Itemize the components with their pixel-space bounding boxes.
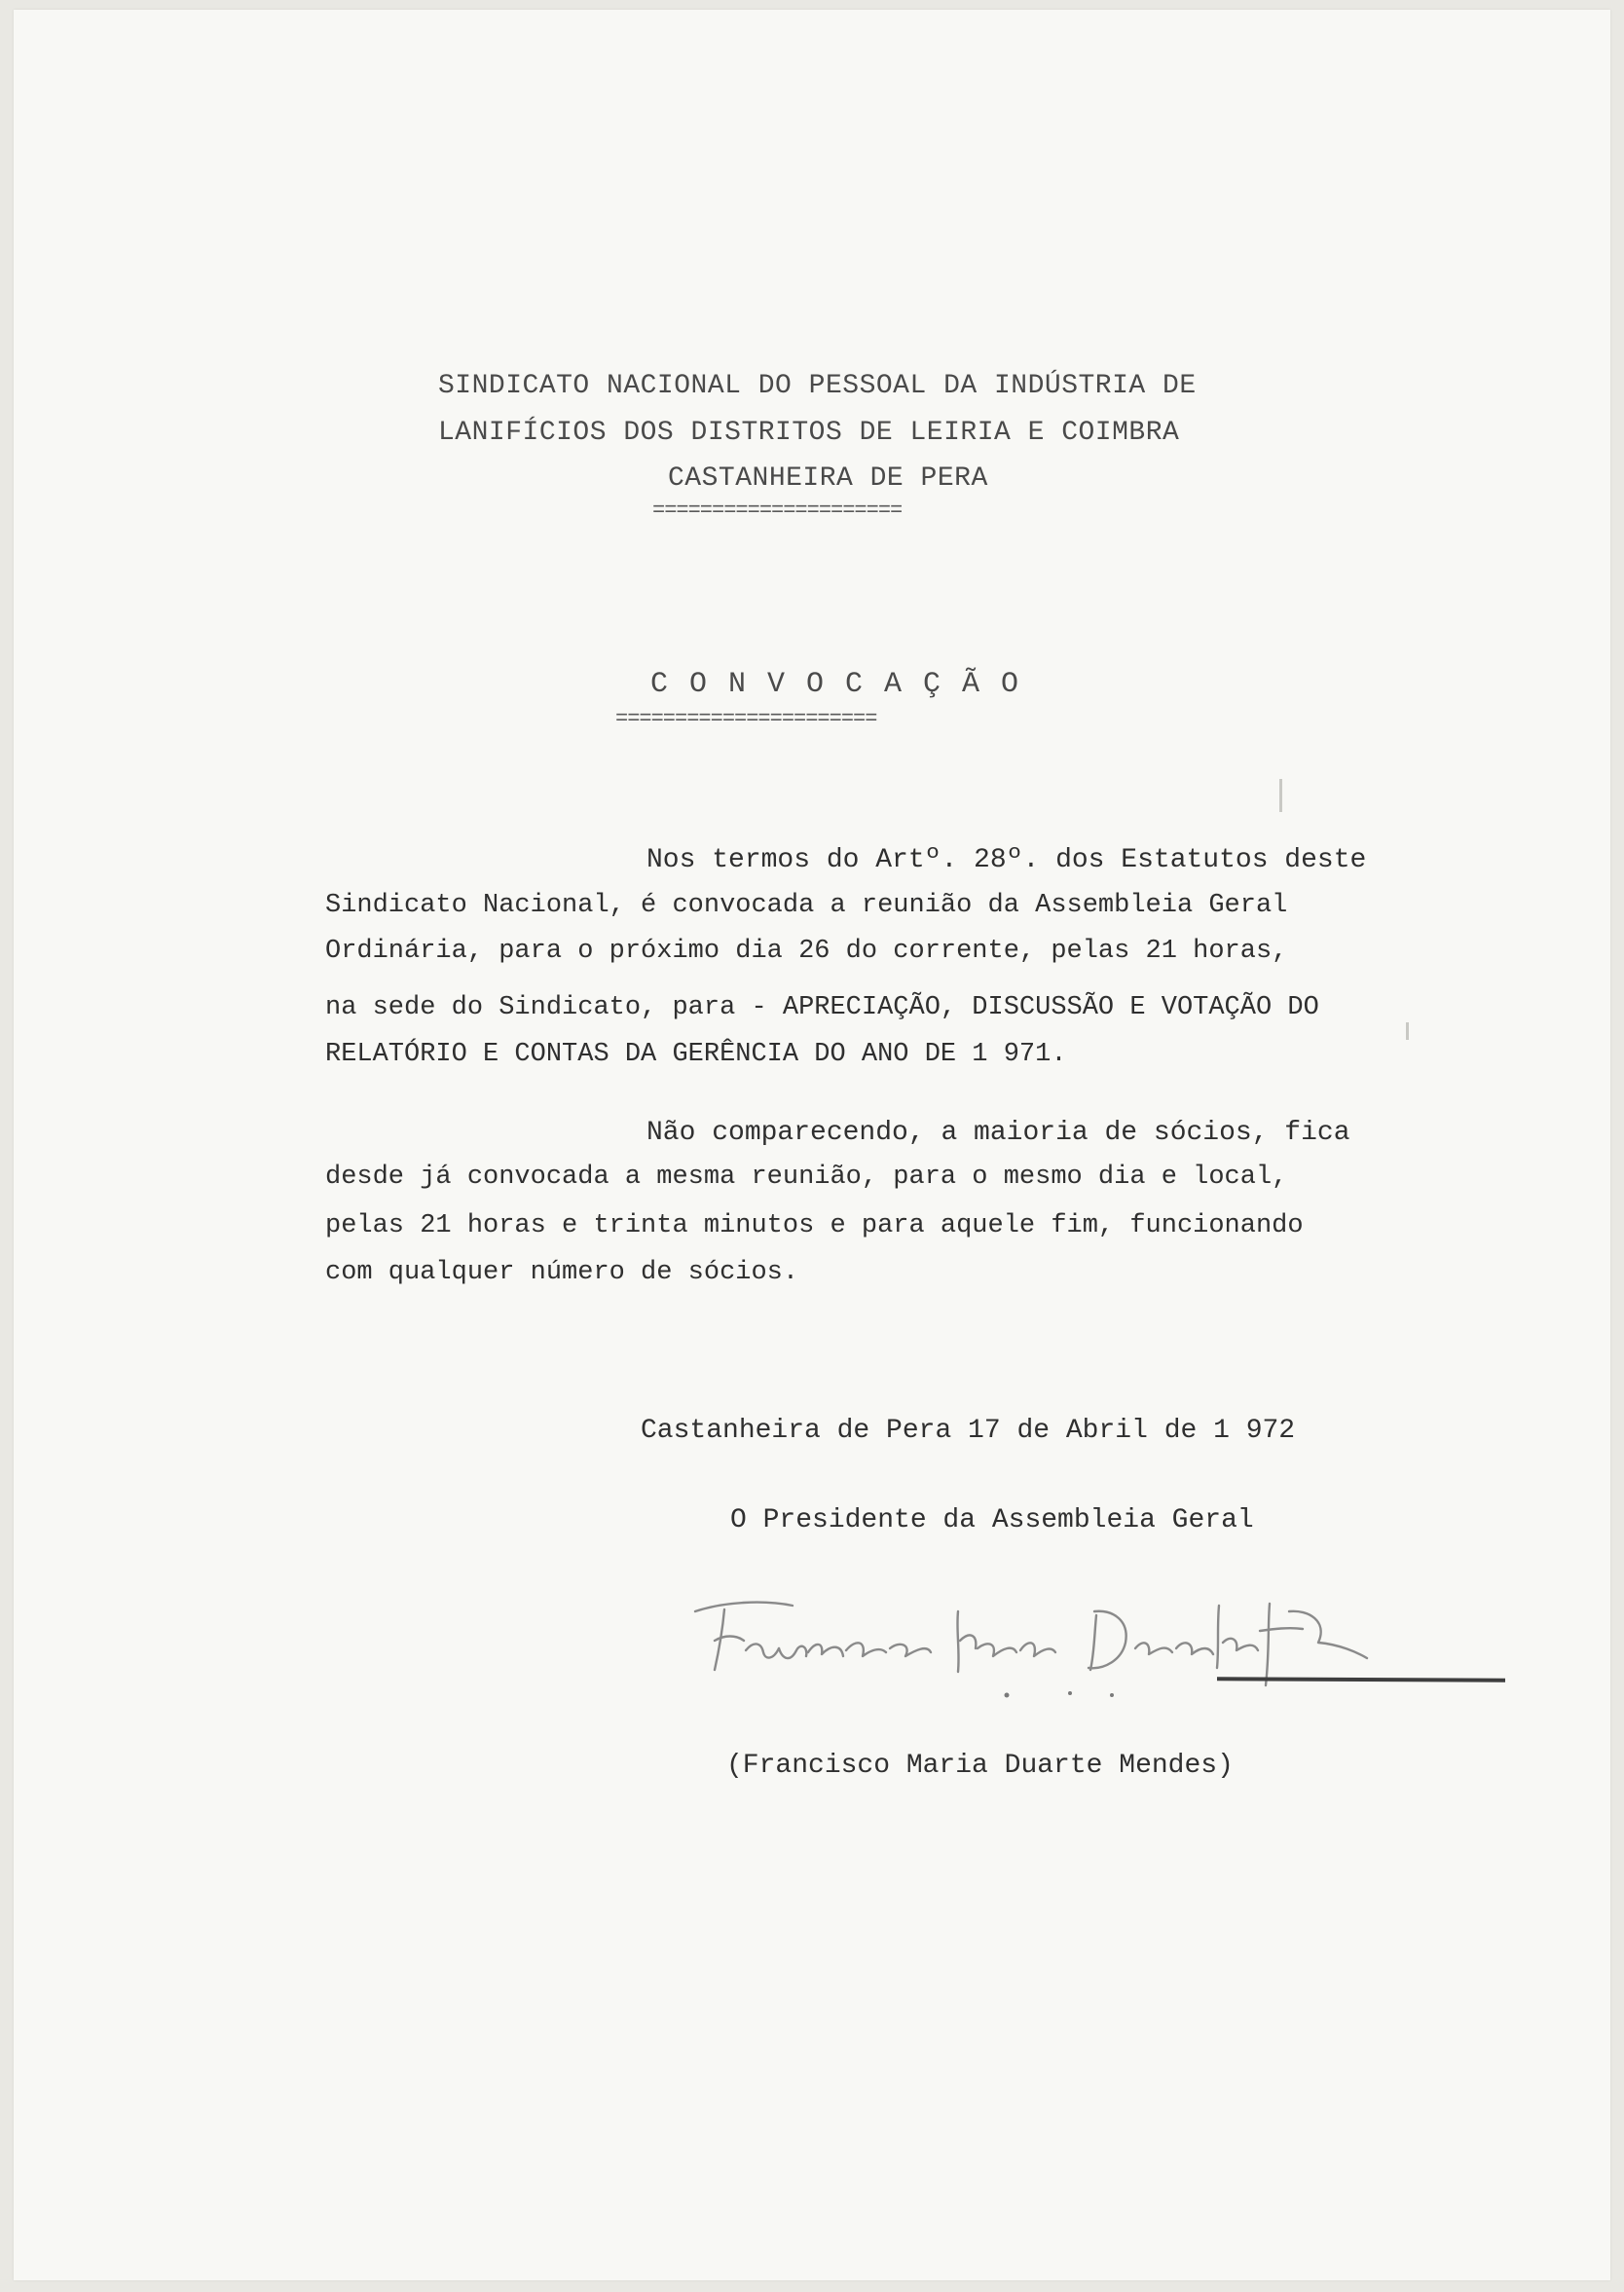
paragraph-2-line-3: pelas 21 horas e trinta minutos e para aquele fim, funcionando: [325, 1211, 1304, 1240]
header-line-1: SINDICATO NACIONAL DO PESSOAL DA INDÚSTRIA DE: [438, 371, 1197, 401]
paragraph-1-line-1: Nos termos do Artº. 28º. dos Estatutos deste: [646, 845, 1367, 875]
place-and-date: Castanheira de Pera 17 de Abril de 1 972: [641, 1416, 1296, 1446]
document-title: C O N V O C A Ç Ã O: [650, 668, 1021, 701]
signatory-name: (Francisco Maria Duarte Mendes): [726, 1751, 1234, 1781]
header-line-2: LANIFÍCIOS DOS DISTRITOS DE LEIRIA E COIMBRA: [438, 418, 1180, 448]
paragraph-1-line-3: Ordinária, para o próximo dia 26 do corrente, pelas 21 horas,: [325, 937, 1288, 966]
paragraph-2-line-4: com qualquer número de sócios.: [325, 1258, 799, 1287]
page-mark: [1279, 779, 1282, 812]
paragraph-1-line-2: Sindicato Nacional, é convocada a reunião da Assembleia Geral: [325, 891, 1288, 920]
signatory-role: O Presidente da Assembleia Geral: [730, 1505, 1254, 1535]
handwritten-signature: [685, 1592, 1425, 1709]
paragraph-2-line-1: Não comparecendo, a maioria de sócios, fica: [646, 1118, 1350, 1148]
paragraph-2-line-2: desde já convocada a mesma reunião, para o mesmo dia e local,: [325, 1163, 1288, 1192]
title-rule: ======================: [615, 707, 877, 731]
header-rule: =====================: [652, 499, 903, 523]
page-mark: [1406, 1022, 1409, 1040]
paragraph-1-line-4: na sede do Sindicato, para - APRECIAÇÃO, DISCUSSÃO E VOTAÇÃO DO: [325, 993, 1319, 1022]
document-page: [14, 10, 1610, 2280]
header-line-3: CASTANHEIRA DE PERA: [668, 463, 988, 494]
paragraph-1-line-5: RELATÓRIO E CONTAS DA GERÊNCIA DO ANO DE 1 971.: [325, 1040, 1067, 1069]
